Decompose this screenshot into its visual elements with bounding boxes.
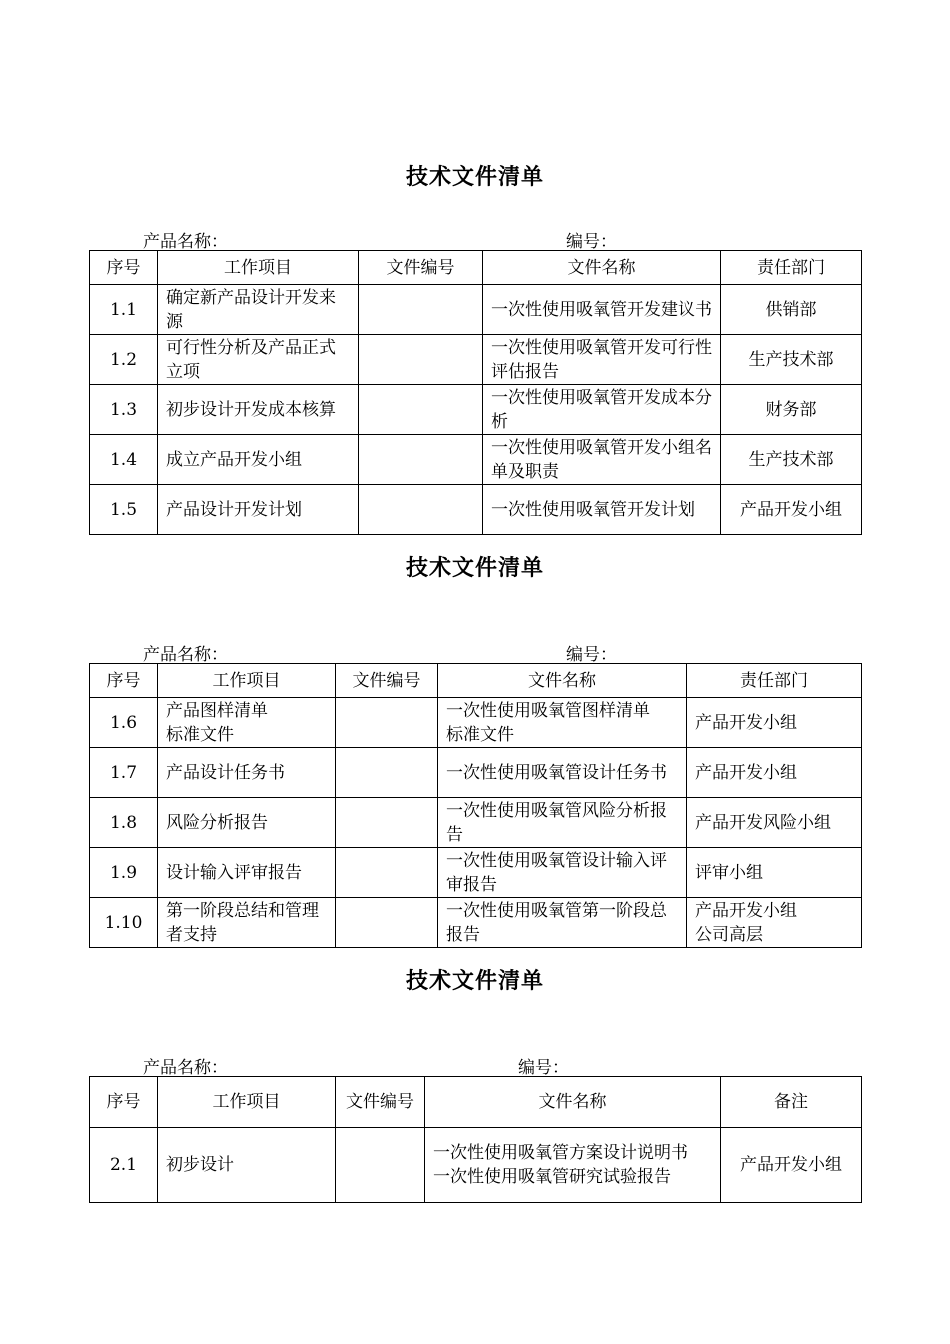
row-file-name: 一次性使用吸氧管方案设计说明书 一次性使用吸氧管研究试验报告 <box>425 1128 721 1203</box>
row-dept: 产品开发小组 <box>687 748 862 798</box>
header-item: 工作项目 <box>158 664 336 698</box>
row-no: 1.10 <box>90 898 158 948</box>
row-dept: 供销部 <box>721 285 862 335</box>
row-dept: 产品开发小组 公司高层 <box>687 898 862 948</box>
section-2-table <box>89 663 862 948</box>
row-dept: 生产技术部 <box>721 435 862 485</box>
row-file-name: 一次性使用吸氧管第一阶段总报告 <box>438 898 687 948</box>
row-file-no <box>336 748 438 798</box>
header-file-no: 文件编号 <box>336 1077 425 1128</box>
row-file-no <box>336 848 438 898</box>
table-row <box>90 1128 862 1203</box>
table-header-row <box>90 251 862 285</box>
header-file-name: 文件名称 <box>425 1077 721 1128</box>
row-file-no <box>359 285 483 335</box>
section-3-title: 技术文件清单 <box>405 969 544 994</box>
row-no: 1.4 <box>90 435 158 485</box>
row-dept: 产品开发风险小组 <box>687 798 862 848</box>
row-file-no <box>336 698 438 748</box>
header-dept: 责任部门 <box>721 251 862 285</box>
row-file-name: 一次性使用吸氧管开发成本分析 <box>483 385 721 435</box>
row-item: 初步设计 <box>158 1128 336 1203</box>
header-file-no: 文件编号 <box>359 251 483 285</box>
table-row <box>90 698 862 748</box>
section-3-product-label: 产品名称： <box>143 1058 228 1078</box>
row-item: 成立产品开发小组 <box>158 435 359 485</box>
table-row <box>90 285 862 335</box>
table-row <box>90 898 862 948</box>
row-dept: 产品开发小组 <box>687 698 862 748</box>
row-no: 1.2 <box>90 335 158 385</box>
table-header-row <box>90 1077 862 1128</box>
row-file-name: 一次性使用吸氧管开发可行性评估报告 <box>483 335 721 385</box>
header-item: 工作项目 <box>158 251 359 285</box>
row-item: 确定新产品设计开发来源 <box>158 285 359 335</box>
row-dept: 生产技术部 <box>721 335 862 385</box>
header-file-name: 文件名称 <box>483 251 721 285</box>
section-1-product-label: 产品名称： <box>143 232 228 252</box>
table-row <box>90 748 862 798</box>
row-remark: 产品开发小组 <box>721 1128 862 1203</box>
table-row <box>90 485 862 535</box>
row-file-no <box>359 335 483 385</box>
row-file-no <box>359 485 483 535</box>
section-2-title: 技术文件清单 <box>405 556 544 581</box>
header-no: 序号 <box>90 1077 158 1128</box>
row-file-name: 一次性使用吸氧管设计输入评审报告 <box>438 848 687 898</box>
row-no: 1.7 <box>90 748 158 798</box>
table-row <box>90 848 862 898</box>
row-file-no <box>359 385 483 435</box>
header-item: 工作项目 <box>158 1077 336 1128</box>
row-no: 1.1 <box>90 285 158 335</box>
row-file-name: 一次性使用吸氧管开发建议书 <box>483 285 721 335</box>
table-row <box>90 435 862 485</box>
table-row <box>90 385 862 435</box>
row-item: 产品设计开发计划 <box>158 485 359 535</box>
section-1-table <box>89 250 862 535</box>
header-remark: 备注 <box>721 1077 862 1128</box>
row-item: 产品设计任务书 <box>158 748 336 798</box>
header-file-no: 文件编号 <box>336 664 438 698</box>
section-2-product-label: 产品名称： <box>143 645 228 665</box>
header-no: 序号 <box>90 664 158 698</box>
row-item: 可行性分析及产品正式立项 <box>158 335 359 385</box>
row-file-no <box>336 798 438 848</box>
section-3-number-label: 编号： <box>518 1058 569 1078</box>
row-file-no <box>336 1128 425 1203</box>
row-item: 风险分析报告 <box>158 798 336 848</box>
row-dept: 产品开发小组 <box>721 485 862 535</box>
row-no: 1.5 <box>90 485 158 535</box>
row-file-name: 一次性使用吸氧管开发计划 <box>483 485 721 535</box>
row-file-no <box>336 898 438 948</box>
row-file-name: 一次性使用吸氧管开发小组名单及职责 <box>483 435 721 485</box>
header-no: 序号 <box>90 251 158 285</box>
row-file-name: 一次性使用吸氧管设计任务书 <box>438 748 687 798</box>
row-file-no <box>359 435 483 485</box>
row-no: 2.1 <box>90 1128 158 1203</box>
row-no: 1.3 <box>90 385 158 435</box>
table-header-row <box>90 664 862 698</box>
row-item: 第一阶段总结和管理者支持 <box>158 898 336 948</box>
table-row <box>90 335 862 385</box>
row-file-name: 一次性使用吸氧管风险分析报告 <box>438 798 687 848</box>
header-file-name: 文件名称 <box>438 664 687 698</box>
row-item: 初步设计开发成本核算 <box>158 385 359 435</box>
row-no: 1.9 <box>90 848 158 898</box>
section-3-table <box>89 1076 862 1203</box>
row-item: 产品图样清单 标准文件 <box>158 698 336 748</box>
row-file-name: 一次性使用吸氧管图样清单 标准文件 <box>438 698 687 748</box>
row-dept: 评审小组 <box>687 848 862 898</box>
row-no: 1.8 <box>90 798 158 848</box>
section-1-title: 技术文件清单 <box>405 165 544 190</box>
row-no: 1.6 <box>90 698 158 748</box>
row-item: 设计输入评审报告 <box>158 848 336 898</box>
header-dept: 责任部门 <box>687 664 862 698</box>
table-row <box>90 798 862 848</box>
section-2-number-label: 编号： <box>566 645 617 665</box>
section-1-number-label: 编号： <box>566 232 617 252</box>
row-dept: 财务部 <box>721 385 862 435</box>
